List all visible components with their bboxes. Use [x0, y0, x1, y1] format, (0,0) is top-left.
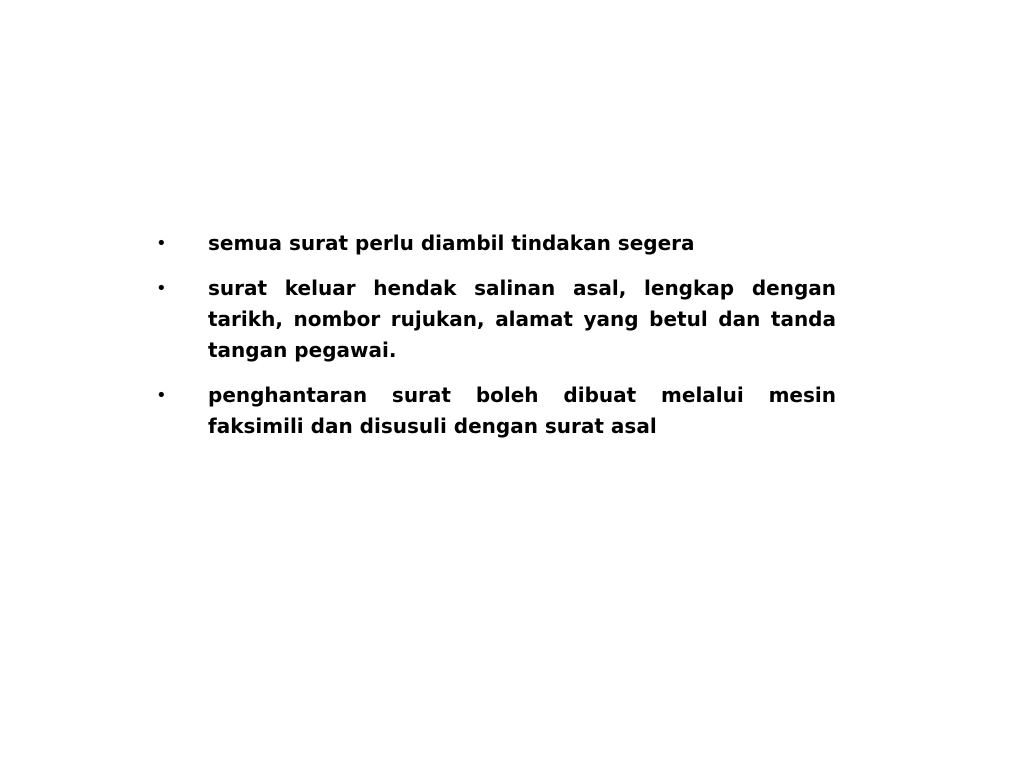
bullet-text: surat keluar hendak salinan asal, lengkap dengan tarikh, nombor rujukan, alamat yang betul dan tanda tangan pegawai.: [208, 276, 836, 362]
bullet-marker: •: [156, 233, 167, 254]
bullet-list: [156, 228, 836, 456]
bullet-item: [156, 228, 836, 259]
bullet-text: penghantaran surat boleh dibuat melalui mesin faksimili dan disusuli dengan surat asal: [208, 383, 836, 438]
bullet-item: [156, 273, 836, 366]
bullet-text: semua surat perlu diambil tindakan segera: [208, 231, 695, 255]
bullet-item: [156, 380, 836, 442]
bullet-marker: •: [156, 385, 167, 406]
bullet-marker: •: [156, 278, 167, 299]
